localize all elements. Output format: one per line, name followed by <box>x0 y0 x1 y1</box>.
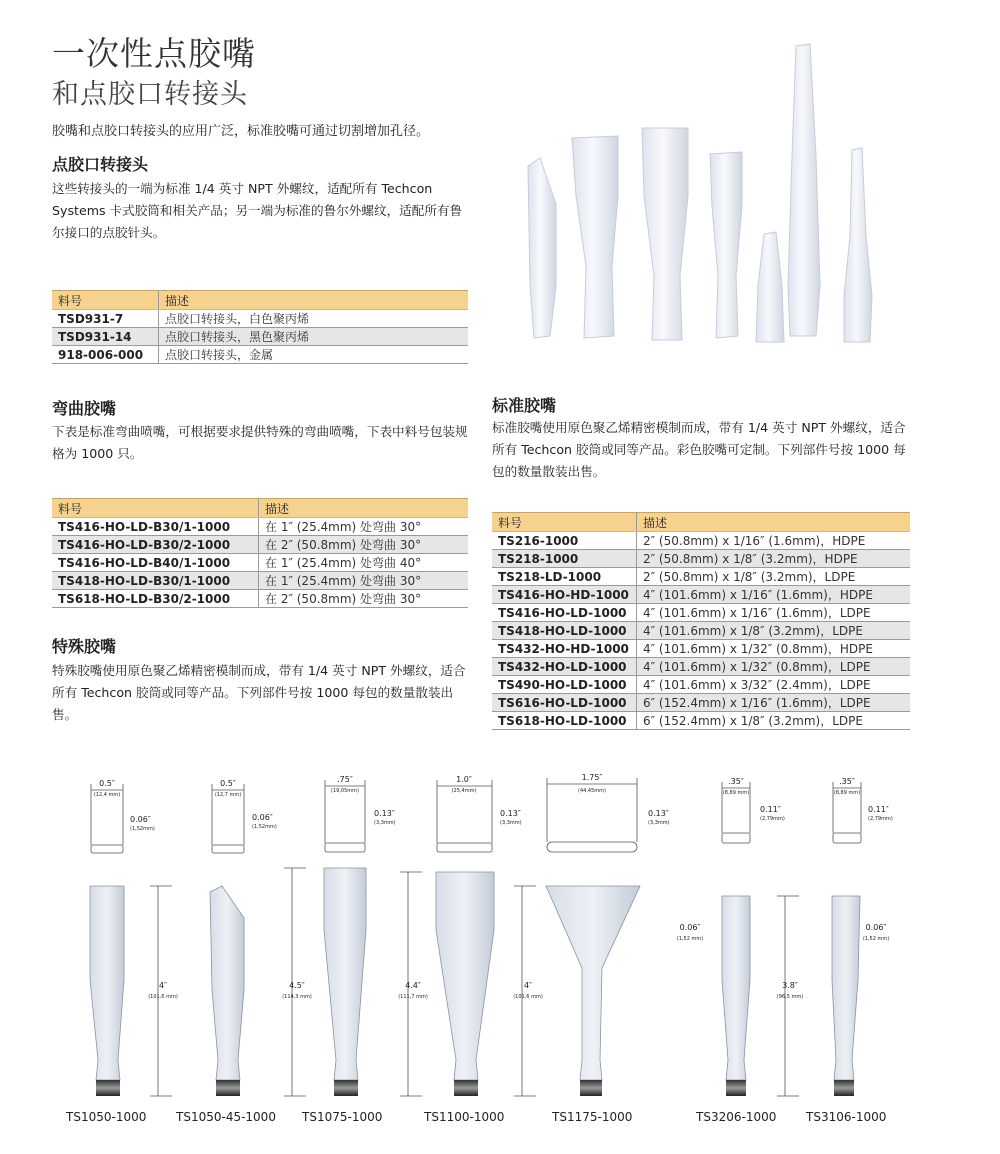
part-number: TS416-HO-LD-B30/1-1000 <box>52 518 259 536</box>
column-header-part: 料号 <box>492 513 637 532</box>
table-row <box>492 640 910 658</box>
nozzle-product-photo <box>520 36 888 360</box>
table-row <box>492 694 910 712</box>
part-number: TS416-HO-LD-1000 <box>492 604 637 622</box>
dim-width: .75″ <box>337 775 353 784</box>
dim-width: 1.75″ <box>581 773 603 782</box>
dim-width: .35″ <box>839 777 855 786</box>
dim-width-mm: (19,05mm) <box>331 788 359 794</box>
part-description: 点胶口转接头，黑色聚丙烯 <box>159 328 469 346</box>
part-number: TS416-HO-HD-1000 <box>492 586 637 604</box>
part-description: 4″ (101.6mm) x 1/16″ (1.6mm)，HDPE <box>637 586 911 604</box>
drawing-caption: TS1050-1000 <box>66 1110 147 1124</box>
dim-width-mm: (8,89 mm) <box>833 790 861 796</box>
part-number: TS418-HO-LD-B30/1-1000 <box>52 572 259 590</box>
part-description: 2″ (50.8mm) x 1/8″ (3.2mm)，HDPE <box>637 550 911 568</box>
table-row <box>492 676 910 694</box>
table-row <box>492 622 910 640</box>
dim-length: 4.4″ <box>405 981 421 990</box>
bent-heading: 弯曲胶嘴 <box>52 399 117 418</box>
dim-length: 4.5″ <box>289 981 305 990</box>
table-row <box>52 590 468 608</box>
adapters-table <box>52 290 468 364</box>
dim-side: 0.06″ <box>679 923 701 932</box>
table-row <box>52 310 468 328</box>
column-header-desc: 描述 <box>259 499 469 518</box>
dim-length: 4″ <box>523 981 533 990</box>
part-description: 2″ (50.8mm) x 1/8″ (3.2mm)，LDPE <box>637 568 911 586</box>
part-description: 4″ (101.6mm) x 1/8″ (3.2mm)，LDPE <box>637 622 911 640</box>
part-number: TS218-1000 <box>492 550 637 568</box>
part-description: 点胶口转接头，金属 <box>159 346 469 364</box>
dim-width-mm: (12,4 mm) <box>93 792 121 798</box>
bent-table <box>52 498 468 608</box>
table-row <box>52 554 468 572</box>
dim-length-mm: (101,6 mm) <box>148 994 178 1000</box>
special-heading: 特殊胶嘴 <box>52 637 117 656</box>
dim-gap: 0.06″ <box>252 813 273 822</box>
drawing-caption: TS3206-1000 <box>696 1110 777 1124</box>
drawing-caption: TS1050-45-1000 <box>176 1110 276 1124</box>
special-body: 特殊胶嘴使用原色聚乙烯精密模制而成，带有 1/4 英寸 NPT 外螺纹，适合所有 Techcon 胶筒或同等产品。下列部件号按 1000 每包的数量散装出售。 <box>52 663 466 722</box>
dim-width-mm: (12,7 mm) <box>214 792 242 798</box>
adapters-body: 这些转接头的一端为标准 1/4 英寸 NPT 外螺纹，适配所有 Techcon Systems 卡式胶筒和相关产品；另一端为标准的鲁尔外螺纹，适配所有鲁尔接口的点胶针头。 <box>52 181 463 240</box>
part-number: TS432-HO-LD-1000 <box>492 658 637 676</box>
dim-gap-mm: (3,3mm) <box>374 820 396 826</box>
table-row <box>492 712 910 730</box>
table-row <box>52 536 468 554</box>
dim-width: 0.5″ <box>220 779 236 788</box>
part-number: TS416-HO-LD-B30/2-1000 <box>52 536 259 554</box>
dim-length-mm: (96,5 mm) <box>776 994 804 1000</box>
dim-gap: 0.13″ <box>500 809 521 818</box>
drawing-caption: TS1075-1000 <box>302 1110 383 1124</box>
part-number: TSD931-7 <box>52 310 159 328</box>
part-number: TS218-LD-1000 <box>492 568 637 586</box>
part-number: TS432-HO-HD-1000 <box>492 640 637 658</box>
part-description: 在 1″ (25.4mm) 处弯曲 30° <box>259 572 469 590</box>
dim-width: .35″ <box>728 777 744 786</box>
standard-heading: 标准胶嘴 <box>492 396 557 415</box>
column-header-part: 料号 <box>52 499 259 518</box>
dim-gap: 0.13″ <box>648 809 669 818</box>
part-description: 6″ (152.4mm) x 1/8″ (3.2mm)，LDPE <box>637 712 911 730</box>
table-row <box>492 586 910 604</box>
drawing-caption: TS1100-1000 <box>424 1110 505 1124</box>
part-description: 在 1″ (25.4mm) 处弯曲 30° <box>259 518 469 536</box>
part-description: 4″ (101.6mm) x 3/32″ (2.4mm)，LDPE <box>637 676 911 694</box>
part-description: 2″ (50.8mm) x 1/16″ (1.6mm)，HDPE <box>637 532 911 550</box>
dim-width-mm: (44,45mm) <box>578 788 606 794</box>
intro-text: 胶嘴和点胶口转接头的应用广泛，标准胶嘴可通过切割增加孔径。 <box>52 124 430 139</box>
column-header-desc: 描述 <box>159 291 469 310</box>
part-description: 在 2″ (50.8mm) 处弯曲 30° <box>259 536 469 554</box>
dim-gap-mm: (2,79mm) <box>868 816 893 822</box>
dim-gap-mm: (3,3mm) <box>648 820 670 826</box>
part-number: TS418-HO-LD-1000 <box>492 622 637 640</box>
dim-side: 0.06″ <box>865 923 887 932</box>
page-title: 一次性点胶嘴 <box>52 34 256 73</box>
dim-gap-mm: (2,79mm) <box>760 816 785 822</box>
part-description: 4″ (101.6mm) x 1/32″ (0.8mm)，LDPE <box>637 658 911 676</box>
dim-length: 3.8″ <box>782 981 798 990</box>
dim-length-mm: (101,6 mm) <box>513 994 543 1000</box>
dim-gap-mm: (1,52mm) <box>130 826 155 832</box>
part-description: 点胶口转接头，白色聚丙烯 <box>159 310 469 328</box>
part-description: 4″ (101.6mm) x 1/32″ (0.8mm)，HDPE <box>637 640 911 658</box>
standard-table <box>492 512 910 730</box>
dim-width: 0.5″ <box>99 779 115 788</box>
part-number: TS618-HO-LD-B30/2-1000 <box>52 590 259 608</box>
dim-length: 4″ <box>158 981 168 990</box>
part-description: 在 2″ (50.8mm) 处弯曲 30° <box>259 590 469 608</box>
table-row <box>52 572 468 590</box>
part-number: TSD931-14 <box>52 328 159 346</box>
part-number: TS616-HO-LD-1000 <box>492 694 637 712</box>
table-header-row <box>52 499 468 518</box>
nozzle-technical-drawings <box>0 760 1000 1154</box>
dim-side-mm: (1,52 mm) <box>676 936 704 942</box>
table-row <box>492 568 910 586</box>
drawing-caption: TS3106-1000 <box>806 1110 887 1124</box>
dim-side-mm: (1,52 mm) <box>862 936 890 942</box>
table-header-row <box>52 291 468 310</box>
drawing-caption: TS1175-1000 <box>552 1110 633 1124</box>
adapters-heading: 点胶口转接头 <box>52 155 149 174</box>
part-number: TS216-1000 <box>492 532 637 550</box>
table-row <box>492 658 910 676</box>
part-number: TS618-HO-LD-1000 <box>492 712 637 730</box>
table-row <box>52 328 468 346</box>
part-description: 6″ (152.4mm) x 1/16″ (1.6mm)，LDPE <box>637 694 911 712</box>
dim-gap-mm: (1,52mm) <box>252 824 277 830</box>
dim-gap: 0.13″ <box>374 809 395 818</box>
table-row <box>492 550 910 568</box>
dim-width-mm: (25,4mm) <box>451 788 477 794</box>
dim-gap: 0.06″ <box>130 815 151 824</box>
table-row <box>52 346 468 364</box>
table-header-row <box>492 513 910 532</box>
dim-gap-mm: (3,3mm) <box>500 820 522 826</box>
dim-gap: 0.11″ <box>868 805 889 814</box>
table-row <box>52 518 468 536</box>
dim-width-mm: (8,89 mm) <box>722 790 750 796</box>
standard-body: 标准胶嘴使用原色聚乙烯精密模制而成，带有 1/4 英寸 NPT 外螺纹，适合所有 Techcon 胶筒或同等产品。彩色胶嘴可定制。下列部件号按 1000 每包的数量散装出售。 <box>492 420 906 479</box>
part-number: TS416-HO-LD-B40/1-1000 <box>52 554 259 572</box>
table-row <box>492 532 910 550</box>
dim-length-mm: (114,3 mm) <box>282 994 312 1000</box>
dim-width: 1.0″ <box>456 775 472 784</box>
part-description: 在 1″ (25.4mm) 处弯曲 40° <box>259 554 469 572</box>
part-number: TS490-HO-LD-1000 <box>492 676 637 694</box>
part-number: 918-006-000 <box>52 346 159 364</box>
table-row <box>492 604 910 622</box>
column-header-desc: 描述 <box>637 513 911 532</box>
page-subtitle: 和点胶口转接头 <box>52 79 248 110</box>
column-header-part: 料号 <box>52 291 159 310</box>
dim-gap: 0.11″ <box>760 805 781 814</box>
part-description: 4″ (101.6mm) x 1/16″ (1.6mm)，LDPE <box>637 604 911 622</box>
dim-length-mm: (111,7 mm) <box>398 994 428 1000</box>
bent-body: 下表是标准弯曲喷嘴，可根据要求提供特殊的弯曲喷嘴，下表中料号包装规格为 1000 只。 <box>52 424 468 461</box>
